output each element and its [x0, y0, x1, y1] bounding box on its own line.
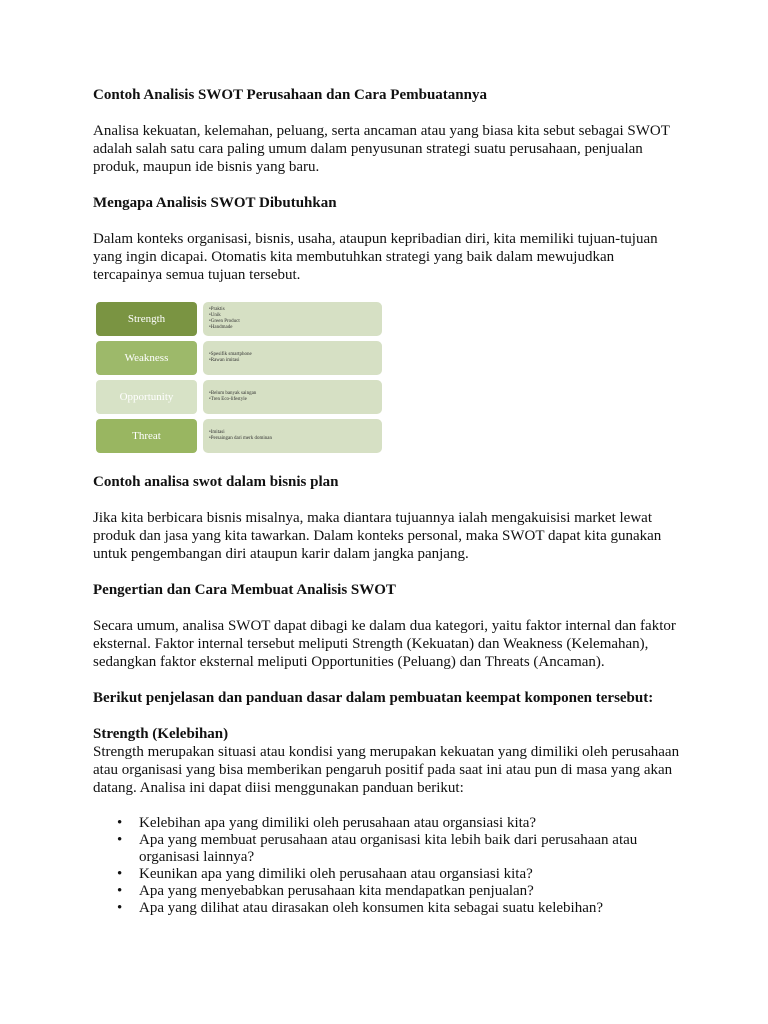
- heading-definition: Pengertian dan Cara Membuat Analisis SWOT: [93, 582, 396, 598]
- swot-box-opportunity: [203, 380, 382, 414]
- list-item: • Keunikan apa yang dimiliki oleh perusahaan atau organsiasi kita?: [139, 866, 683, 883]
- strength-question-list: [93, 815, 683, 917]
- swot-item: •Imitasi: [209, 430, 225, 435]
- heading-why: Mengapa Analisis SWOT Dibutuhkan: [93, 195, 337, 211]
- list-item: • Apa yang membuat perusahaan atau organisasi kita lebih baik dari perusahaan atau organisasi lainnya?: [139, 832, 683, 866]
- paragraph-plan: Jika kita berbicara bisnis misalnya, maka diantara tujuannya ialah mengakuisisi market lewat produk dan jasa yang kita tawarkan. Dalam konteks personal, maka SWOT dapat kita gunakan untuk pengembangan diri ataupun karir dalam jangka panjang.: [93, 510, 662, 562]
- paragraph-definition: Secara umum, analisa SWOT dapat dibagi ke dalam dua kategori, yaitu faktor internal dan faktor eksternal. Faktor internal tersebut meliputi Strength (Kekuatan) dan Weakness (Kelemahan), sedangkan faktor eksternal meliputi Opportunities (Peluang) dan Threats (Ancaman).: [93, 618, 676, 670]
- paragraph-why: Dalam konteks organisasi, bisnis, usaha, ataupun kepribadian diri, kita memiliki tujuan-tujuan yang ingin dicapai. Otomatis kita membutuhkan strategi yang baik dalam mewujudkan tercapainya semua tujuan tersebut.: [93, 231, 658, 283]
- list-item: • Kelebihan apa yang dimiliki oleh perusahaan atau organsiasi kita?: [139, 815, 683, 832]
- swot-diagram: [96, 302, 382, 455]
- swot-item: •Unik: [209, 313, 221, 318]
- list-item: • Apa yang menyebabkan perusahaan kita mendapatkan penjualan?: [139, 883, 683, 900]
- heading-strength: Strength (Kelebihan): [93, 726, 229, 742]
- swot-item: •Praktis: [209, 307, 225, 312]
- swot-box-strength: [203, 302, 382, 336]
- document-page: [93, 86, 683, 917]
- swot-item: •Persaingan dari merk dominan: [209, 436, 272, 441]
- intro-paragraph: Analisa kekuatan, kelemahan, peluang, serta ancaman atau yang biasa kita sebut sebagai SWOT adalah salah satu cara paling umum dalam penyusunan strategi suatu perusahaan, penjualan produk, maupun ide bisnis yang baru.: [93, 123, 670, 175]
- swot-label-strength: Strength: [96, 302, 197, 336]
- swot-item: •Tren Eco-lifestyle: [209, 397, 247, 402]
- document-title: Contoh Analisis SWOT Perusahaan dan Cara Pembuatannya: [93, 87, 487, 103]
- swot-item: •Spesifik smartphone: [209, 352, 252, 357]
- swot-item: •Rawan imitasi: [209, 358, 240, 363]
- heading-guide: Berikut penjelasan dan panduan dasar dalam pembuatan keempat komponen tersebut:: [93, 690, 654, 706]
- paragraph-strength: Strength merupakan situasi atau kondisi yang merupakan kekuatan yang dimiliki oleh perusahaan atau organisasi yang bisa memberikan pengaruh positif pada saat ini atau pun di masa yang akan datang. Analisa ini dapat diisi menggunakan panduan berikut:: [93, 744, 680, 796]
- swot-label-weakness: Weakness: [96, 341, 197, 375]
- heading-plan: Contoh analisa swot dalam bisnis plan: [93, 474, 339, 490]
- swot-label-opportunity: Opportunity: [96, 380, 197, 414]
- list-item: • Apa yang dilihat atau dirasakan oleh konsumen kita sebagai suatu kelebihan?: [139, 900, 683, 917]
- swot-item: •Handmade: [209, 325, 233, 330]
- swot-label-threat: Threat: [96, 419, 197, 453]
- swot-box-weakness: [203, 341, 382, 375]
- swot-box-threat: [203, 419, 382, 453]
- swot-item: •Green Product: [209, 319, 240, 324]
- swot-item: •Belum banyak saingan: [209, 391, 257, 396]
